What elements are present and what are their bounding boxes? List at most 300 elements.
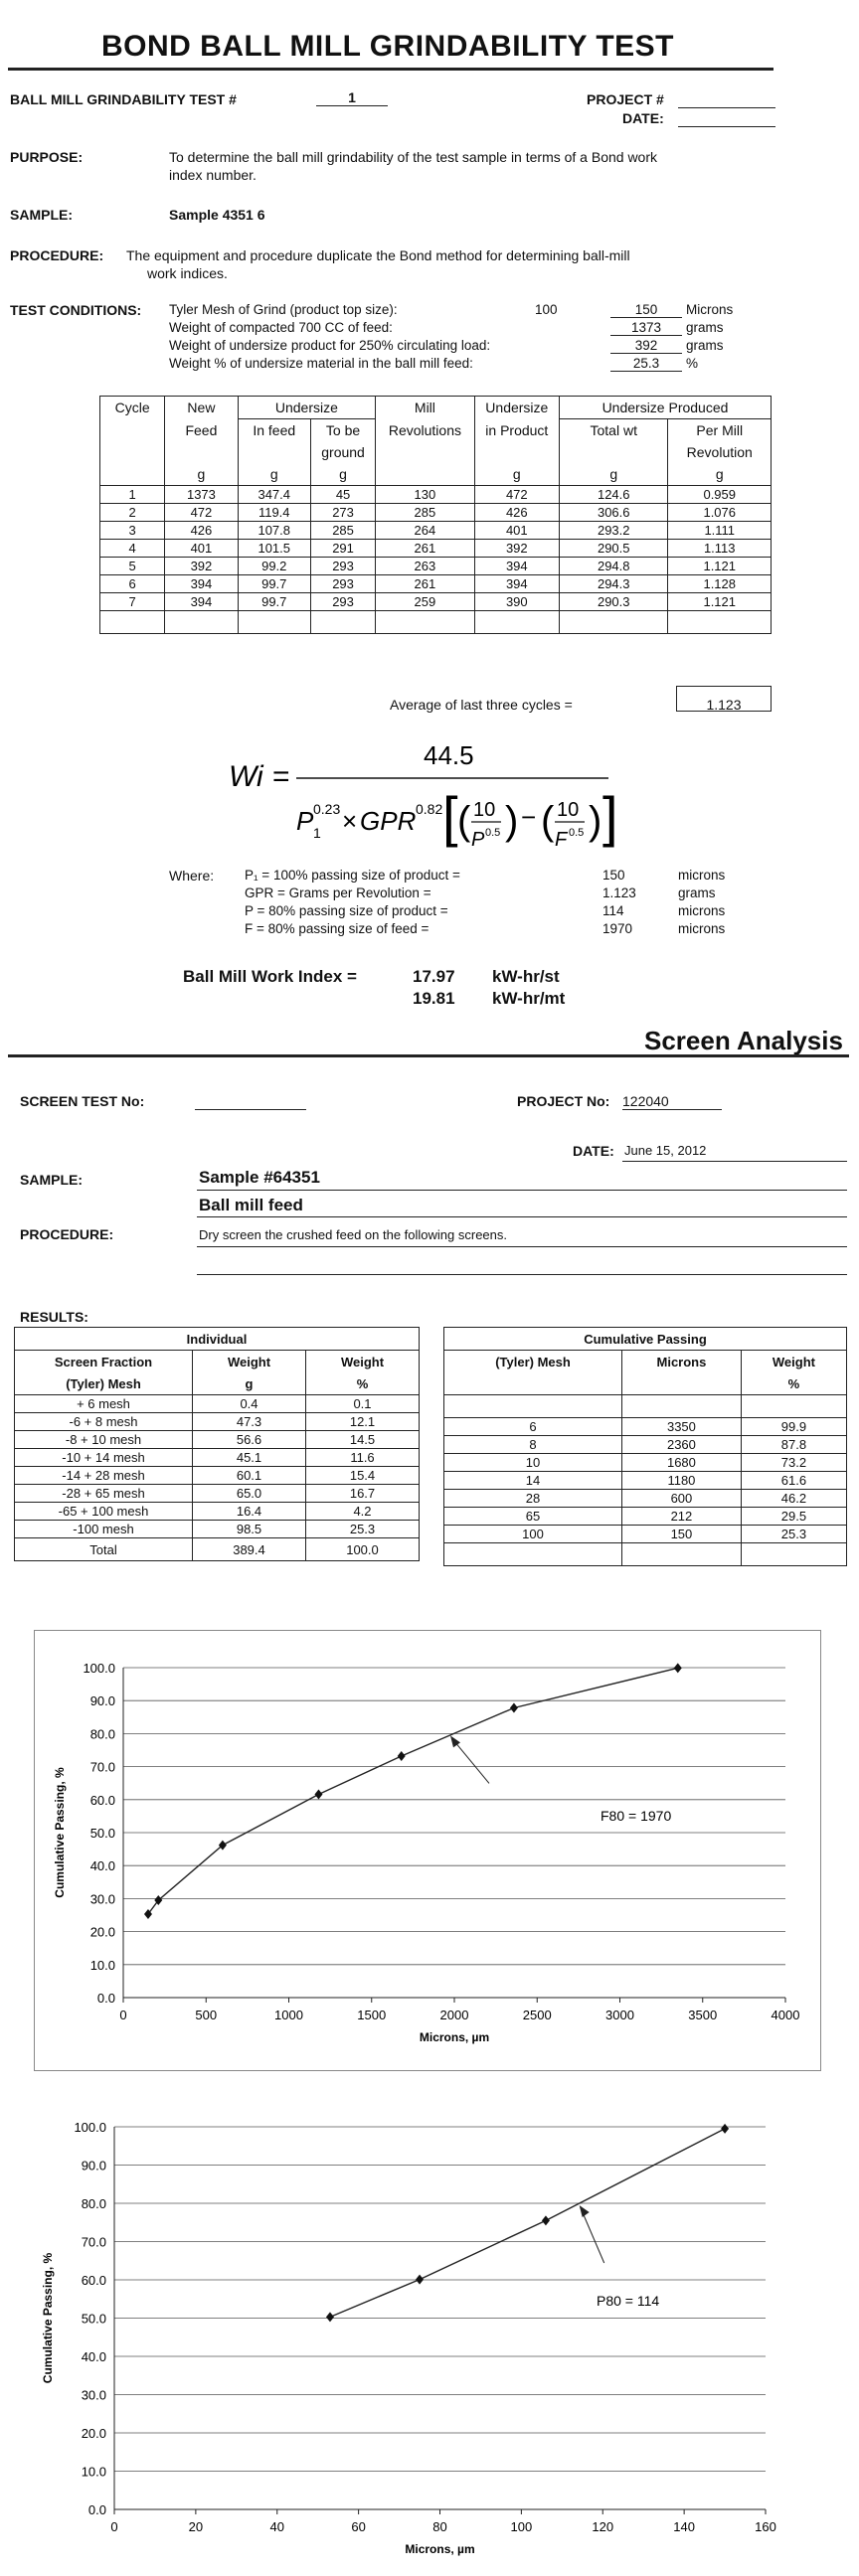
y-tick-label: 40.0 xyxy=(89,1858,115,1874)
where-value: 150 xyxy=(602,868,625,883)
formula-ten-2: 10 xyxy=(557,799,580,821)
screen-procedure-value: Dry screen the crushed feed on the following screens. xyxy=(199,1227,508,1242)
h-unit-pct: % xyxy=(306,1372,420,1395)
cycle-cell: 273 xyxy=(310,504,375,522)
cumulative-row xyxy=(444,1472,847,1490)
condition-extra: 100 xyxy=(535,302,558,317)
where-label: Where: xyxy=(169,868,215,884)
individual-cell: 16.4 xyxy=(193,1503,306,1521)
cycle-cell: 392 xyxy=(165,558,238,575)
h-unit-g: g xyxy=(193,1372,306,1395)
procedure-label: PROCEDURE: xyxy=(10,247,104,263)
h-ground: ground xyxy=(310,441,375,463)
cumulative-cell: 46.2 xyxy=(741,1490,846,1508)
formula-paren1-left: ( xyxy=(457,799,471,843)
x-tick-label: 20 xyxy=(188,2519,204,2534)
formula-p: P xyxy=(471,829,485,851)
y-tick-label: 90.0 xyxy=(89,1693,115,1709)
formula-bracket-left: [ xyxy=(442,785,458,848)
x-tick-label: 2500 xyxy=(522,2008,552,2022)
formula-p1: P xyxy=(296,806,314,836)
y-axis-label: Cumulative Passing, % xyxy=(53,1767,67,1898)
y-tick-label: 30.0 xyxy=(81,2387,106,2403)
unit-g: g xyxy=(668,463,772,486)
cumulative-cell: 99.9 xyxy=(741,1418,846,1436)
cumulative-row xyxy=(444,1436,847,1454)
h-tobe: To be xyxy=(310,419,375,442)
where-text: F = 80% passing size of feed = xyxy=(245,921,430,936)
purpose-line2: index number. xyxy=(169,167,257,183)
individual-cell: 56.6 xyxy=(193,1431,306,1449)
where-unit: microns xyxy=(678,868,726,883)
data-point xyxy=(674,1663,682,1673)
data-point xyxy=(510,1703,518,1713)
cycle-cell: 4 xyxy=(100,540,165,558)
unit-g: g xyxy=(165,463,238,486)
h-new: New xyxy=(165,397,238,419)
unit-g: g xyxy=(238,463,310,486)
x-axis-label: Microns, µm xyxy=(405,2542,475,2556)
cycle-row xyxy=(100,593,772,611)
cumulative-cell: 29.5 xyxy=(741,1508,846,1526)
avg-label: Average of last three cycles = xyxy=(390,697,573,713)
annotation-label: P80 = 114 xyxy=(597,2293,660,2309)
test-no-value: 1 xyxy=(316,89,388,106)
cumulative-title: Cumulative Passing xyxy=(444,1328,847,1351)
y-tick-label: 50.0 xyxy=(81,2311,106,2327)
x-tick-label: 60 xyxy=(351,2519,366,2534)
cumulative-cell: 150 xyxy=(622,1526,742,1543)
where-unit: grams xyxy=(678,886,716,900)
chart-f80 xyxy=(34,1630,819,2069)
procedure-line1: The equipment and procedure duplicate the Bond method for determining ball-mill xyxy=(126,247,630,263)
individual-cell: 45.1 xyxy=(193,1449,306,1467)
condition-text: Weight of undersize product for 250% circulating load: xyxy=(169,338,491,353)
total-label: Total xyxy=(15,1538,193,1561)
cumulative-cell: 28 xyxy=(444,1490,622,1508)
y-tick-label: 20.0 xyxy=(81,2426,106,2441)
work-index-label: Ball Mill Work Index = xyxy=(183,967,357,986)
cycle-cell: 394 xyxy=(474,558,559,575)
cumulative-cell: 10 xyxy=(444,1454,622,1472)
cycle-cell: 261 xyxy=(376,540,474,558)
condition-unit: grams xyxy=(686,320,724,335)
condition-unit: grams xyxy=(686,338,724,353)
cycle-cell: 347.4 xyxy=(238,486,310,504)
cycle-table xyxy=(99,396,772,634)
condition-value: 392 xyxy=(610,338,682,354)
cycle-cell: 285 xyxy=(376,504,474,522)
cycle-cell: 1.113 xyxy=(668,540,772,558)
formula-paren2-left: ( xyxy=(541,799,555,843)
h-cum-microns: Microns xyxy=(622,1351,742,1373)
procedure-line2: work indices. xyxy=(147,265,228,281)
cycle-cell: 394 xyxy=(165,575,238,593)
h-cum-pct: % xyxy=(741,1372,846,1395)
screen-procedure-label: PROCEDURE: xyxy=(20,1226,114,1242)
cycle-cell: 285 xyxy=(310,522,375,540)
where-value: 1.123 xyxy=(602,886,636,900)
h-total: Total wt xyxy=(560,419,668,442)
individual-cell: 15.4 xyxy=(306,1467,420,1485)
cycle-row xyxy=(100,540,772,558)
cycle-cell: 390 xyxy=(474,593,559,611)
h-revolution: Revolution xyxy=(668,441,772,463)
total-weight: 389.4 xyxy=(193,1538,306,1561)
cycle-cell: 3 xyxy=(100,522,165,540)
cycle-cell: 1.121 xyxy=(668,558,772,575)
screen-test-label: SCREEN TEST No: xyxy=(20,1093,145,1109)
y-axis-label: Cumulative Passing, % xyxy=(41,2252,55,2384)
individual-row xyxy=(15,1413,420,1431)
individual-row xyxy=(15,1485,420,1503)
where-text: P₁ = 100% passing size of product = xyxy=(245,868,460,883)
cycle-cell: 1373 xyxy=(165,486,238,504)
y-tick-label: 50.0 xyxy=(89,1826,115,1841)
formula-lhs: Wi xyxy=(229,760,263,793)
avg-value: 1.123 xyxy=(676,686,772,712)
results-label: RESULTS: xyxy=(20,1309,88,1325)
procedure-underline-2 xyxy=(197,1274,847,1275)
h-fraction: Screen Fraction xyxy=(15,1351,193,1373)
cumulative-cell: 1680 xyxy=(622,1454,742,1472)
h-produced: Undersize Produced xyxy=(560,397,772,419)
cumulative-cell: 2360 xyxy=(622,1436,742,1454)
cycle-cell: 0.959 xyxy=(668,486,772,504)
condition-unit: Microns xyxy=(686,302,734,317)
individual-table xyxy=(14,1327,420,1561)
h-mill: Mill xyxy=(376,397,474,419)
cycle-cell: 264 xyxy=(376,522,474,540)
individual-row xyxy=(15,1521,420,1538)
total-pct: 100.0 xyxy=(306,1538,420,1561)
x-tick-label: 160 xyxy=(755,2519,776,2534)
y-tick-label: 100.0 xyxy=(74,2120,106,2135)
data-point xyxy=(721,2124,729,2134)
cycle-cell: 1.076 xyxy=(668,504,772,522)
unit-g: g xyxy=(474,463,559,486)
x-tick-label: 40 xyxy=(269,2519,284,2534)
cycle-cell: 394 xyxy=(165,593,238,611)
unit-g: g xyxy=(560,463,668,486)
x-axis-label: Microns, µm xyxy=(419,2030,490,2044)
formula-f: F xyxy=(555,829,568,851)
screen-date-value: June 15, 2012 xyxy=(624,1143,707,1158)
individual-row xyxy=(15,1467,420,1485)
h-undersize: Undersize xyxy=(238,397,376,419)
project-field xyxy=(678,91,775,108)
where-value: 1970 xyxy=(602,921,633,936)
date-label: DATE: xyxy=(622,110,664,126)
individual-cell: -10 + 14 mesh xyxy=(15,1449,193,1467)
formula-numerator: 44.5 xyxy=(424,740,474,770)
condition-text: Weight % of undersize material in the ball mill feed: xyxy=(169,356,473,371)
screen-sample-value: Sample #64351 xyxy=(199,1168,320,1187)
individual-cell: 47.3 xyxy=(193,1413,306,1431)
formula-bracket-right: ] xyxy=(602,785,618,848)
individual-cell: 65.0 xyxy=(193,1485,306,1503)
cycle-cell: 306.6 xyxy=(560,504,668,522)
individual-cell: -14 + 28 mesh xyxy=(15,1467,193,1485)
formula-equals: = xyxy=(272,760,290,793)
individual-cell: -65 + 100 mesh xyxy=(15,1503,193,1521)
cumulative-table xyxy=(443,1327,847,1566)
y-tick-label: 10.0 xyxy=(81,2464,106,2480)
y-tick-label: 0.0 xyxy=(87,2502,106,2517)
y-tick-label: 90.0 xyxy=(81,2158,106,2174)
y-tick-label: 80.0 xyxy=(89,1726,115,1742)
cycle-cell: 426 xyxy=(474,504,559,522)
individual-cell: -100 mesh xyxy=(15,1521,193,1538)
individual-cell: 12.1 xyxy=(306,1413,420,1431)
individual-cell: 60.1 xyxy=(193,1467,306,1485)
cumulative-row xyxy=(444,1454,847,1472)
y-tick-label: 60.0 xyxy=(81,2273,106,2288)
cumulative-row xyxy=(444,1418,847,1436)
condition-text: Tyler Mesh of Grind (product top size): xyxy=(169,302,398,317)
screen-analysis-title: Screen Analysis xyxy=(644,1026,843,1055)
cycle-row xyxy=(100,575,772,593)
individual-cell: 16.7 xyxy=(306,1485,420,1503)
h-inproduct: in Product xyxy=(474,419,559,442)
where-text: GPR = Grams per Revolution = xyxy=(245,886,431,900)
individual-cell: + 6 mesh xyxy=(15,1395,193,1413)
condition-text: Weight of compacted 700 CC of feed: xyxy=(169,320,393,335)
condition-value: 25.3 xyxy=(610,356,682,372)
individual-cell: 4.2 xyxy=(306,1503,420,1521)
condition-unit: % xyxy=(686,356,699,371)
work-index-unit-st: kW-hr/st xyxy=(492,967,560,986)
cycle-cell: 5 xyxy=(100,558,165,575)
x-tick-label: 1500 xyxy=(357,2008,387,2022)
cumulative-cell: 3350 xyxy=(622,1418,742,1436)
cumulative-row xyxy=(444,1490,847,1508)
h-revolutions: Revolutions xyxy=(376,419,474,442)
cumulative-cell: 14 xyxy=(444,1472,622,1490)
cycle-cell: 1 xyxy=(100,486,165,504)
chart-p80 xyxy=(20,2107,825,2574)
cycle-cell: 99.2 xyxy=(238,558,310,575)
cycle-cell: 401 xyxy=(474,522,559,540)
work-index-unit-mt: kW-hr/mt xyxy=(492,989,566,1008)
purpose-label: PURPOSE: xyxy=(10,149,84,165)
screen-rule xyxy=(8,1054,849,1057)
x-tick-label: 4000 xyxy=(771,2008,800,2022)
x-tick-label: 500 xyxy=(195,2008,218,2022)
h-cum-weight: Weight xyxy=(741,1351,846,1373)
screen-project-label: PROJECT No: xyxy=(517,1093,610,1109)
individual-cell: 11.6 xyxy=(306,1449,420,1467)
individual-cell: 25.3 xyxy=(306,1521,420,1538)
condition-value: 1373 xyxy=(610,320,682,336)
formula-p1-exp: 0.23 xyxy=(313,801,341,817)
formula-paren2-right: ) xyxy=(589,799,602,843)
sample-underline xyxy=(197,1190,847,1191)
cycle-cell: 99.7 xyxy=(238,593,310,611)
page-title: BOND BALL MILL GRINDABILITY TEST xyxy=(101,30,674,63)
cumulative-cell: 25.3 xyxy=(741,1526,846,1543)
cumulative-cell: 8 xyxy=(444,1436,622,1454)
cumulative-cell: 1180 xyxy=(622,1472,742,1490)
cumulative-row xyxy=(444,1526,847,1543)
individual-cell: 0.1 xyxy=(306,1395,420,1413)
cycle-cell: 294.3 xyxy=(560,575,668,593)
h-cum-mesh: (Tyler) Mesh xyxy=(444,1351,622,1373)
y-tick-label: 30.0 xyxy=(89,1891,115,1907)
h-weight-pct: Weight xyxy=(306,1351,420,1373)
formula-gpr: GPR xyxy=(360,806,417,836)
cycle-row xyxy=(100,522,772,540)
conditions-label: TEST CONDITIONS: xyxy=(10,302,142,318)
cycle-row xyxy=(100,486,772,504)
cumulative-cell: 100 xyxy=(444,1526,622,1543)
cumulative-cell: 600 xyxy=(622,1490,742,1508)
screen-date-label: DATE: xyxy=(573,1143,614,1159)
h-under: Undersize xyxy=(474,397,559,419)
cycle-cell: 401 xyxy=(165,540,238,558)
cycle-cell: 99.7 xyxy=(238,575,310,593)
h-feed: Feed xyxy=(165,419,238,442)
individual-row xyxy=(15,1431,420,1449)
cycle-cell: 1.121 xyxy=(668,593,772,611)
cycle-cell: 290.3 xyxy=(560,593,668,611)
y-tick-label: 20.0 xyxy=(89,1924,115,1940)
y-tick-label: 70.0 xyxy=(89,1759,115,1775)
x-tick-label: 3000 xyxy=(605,2008,634,2022)
cycle-cell: 263 xyxy=(376,558,474,575)
where-text: P = 80% passing size of product = xyxy=(245,903,448,918)
individual-cell: 98.5 xyxy=(193,1521,306,1538)
y-tick-label: 0.0 xyxy=(96,1991,115,2006)
project-label: PROJECT # xyxy=(587,91,664,107)
cycle-cell: 45 xyxy=(310,486,375,504)
h-tyler-mesh: (Tyler) Mesh xyxy=(15,1372,193,1395)
y-tick-label: 100.0 xyxy=(83,1661,115,1676)
cycle-cell: 2 xyxy=(100,504,165,522)
cumulative-row xyxy=(444,1508,847,1526)
screen-test-field xyxy=(195,1093,306,1110)
cumulative-cell: 61.6 xyxy=(741,1472,846,1490)
cycle-cell: 261 xyxy=(376,575,474,593)
cycle-cell: 426 xyxy=(165,522,238,540)
cycle-cell: 293 xyxy=(310,575,375,593)
cycle-cell: 130 xyxy=(376,486,474,504)
cumulative-cell: 212 xyxy=(622,1508,742,1526)
x-tick-label: 120 xyxy=(592,2519,614,2534)
cumulative-cell: 87.8 xyxy=(741,1436,846,1454)
individual-cell: -28 + 65 mesh xyxy=(15,1485,193,1503)
title-rule xyxy=(8,68,773,71)
screen-sample-label: SAMPLE: xyxy=(20,1172,83,1188)
formula-times: × xyxy=(342,806,358,836)
sample-label: SAMPLE: xyxy=(10,207,73,223)
series-line xyxy=(148,1668,678,1914)
date-field xyxy=(678,110,775,127)
h-cycle: Cycle xyxy=(100,397,165,419)
individual-cell: 14.5 xyxy=(306,1431,420,1449)
annotation-arrowhead xyxy=(450,1735,460,1747)
x-tick-label: 1000 xyxy=(274,2008,303,2022)
bond-formula xyxy=(219,730,636,860)
x-tick-label: 100 xyxy=(510,2519,533,2534)
formula-ten-1: 10 xyxy=(473,799,496,821)
where-unit: microns xyxy=(678,921,726,936)
individual-cell: -8 + 10 mesh xyxy=(15,1431,193,1449)
cycle-cell: 293 xyxy=(310,558,375,575)
cycle-cell: 290.5 xyxy=(560,540,668,558)
y-tick-label: 80.0 xyxy=(81,2196,106,2211)
h-permill: Per Mill xyxy=(668,419,772,442)
formula-p-exp: 0.5 xyxy=(485,827,501,839)
procedure-underline xyxy=(197,1246,847,1247)
work-index-value-mt: 19.81 xyxy=(413,989,455,1008)
x-tick-label: 0 xyxy=(110,2519,118,2534)
sample-underline-2 xyxy=(197,1216,847,1217)
y-tick-label: 40.0 xyxy=(81,2349,106,2364)
cycle-cell: 6 xyxy=(100,575,165,593)
sample-value: Sample 4351 6 xyxy=(169,207,265,223)
formula-paren1-right: ) xyxy=(505,799,519,843)
annotation-label: F80 = 1970 xyxy=(601,1808,672,1824)
cycle-cell: 472 xyxy=(474,486,559,504)
cycle-cell: 1.111 xyxy=(668,522,772,540)
work-index-value-st: 17.97 xyxy=(413,967,455,986)
x-tick-label: 3500 xyxy=(688,2008,718,2022)
individual-cell: 0.4 xyxy=(193,1395,306,1413)
formula-p1-sub: 1 xyxy=(313,825,321,841)
formula-gpr-exp: 0.82 xyxy=(416,801,443,817)
individual-row xyxy=(15,1395,420,1413)
cycle-cell: 1.128 xyxy=(668,575,772,593)
screen-project-value: 122040 xyxy=(622,1093,722,1110)
where-value: 114 xyxy=(602,903,624,918)
cumulative-cell: 73.2 xyxy=(741,1454,846,1472)
data-point xyxy=(398,1751,406,1761)
individual-row xyxy=(15,1449,420,1467)
where-unit: microns xyxy=(678,903,726,918)
annotation-arrowhead xyxy=(580,2205,590,2217)
data-point xyxy=(219,1841,227,1851)
x-tick-label: 80 xyxy=(432,2519,447,2534)
cumulative-cell: 65 xyxy=(444,1508,622,1526)
purpose-line1: To determine the ball mill grindability of the test sample in terms of a Bond work xyxy=(169,149,658,165)
cycle-cell: 294.8 xyxy=(560,558,668,575)
individual-cell: -6 + 8 mesh xyxy=(15,1413,193,1431)
cycle-cell: 293 xyxy=(310,593,375,611)
cycle-cell: 291 xyxy=(310,540,375,558)
formula-f-exp: 0.5 xyxy=(569,827,585,839)
y-tick-label: 60.0 xyxy=(89,1792,115,1808)
data-point xyxy=(326,2312,334,2322)
cumulative-cell: 6 xyxy=(444,1418,622,1436)
cycle-cell: 472 xyxy=(165,504,238,522)
y-tick-label: 70.0 xyxy=(81,2234,106,2250)
series-line xyxy=(330,2129,725,2317)
individual-row xyxy=(15,1503,420,1521)
h-infeed: In feed xyxy=(238,419,310,442)
data-point xyxy=(416,2275,424,2285)
cycle-cell: 392 xyxy=(474,540,559,558)
screen-sample-value-2: Ball mill feed xyxy=(199,1196,303,1214)
condition-value: 150 xyxy=(610,302,682,318)
cycle-row xyxy=(100,504,772,522)
cycle-row xyxy=(100,558,772,575)
cycle-cell: 394 xyxy=(474,575,559,593)
data-point xyxy=(542,2215,550,2225)
date-underline xyxy=(622,1161,847,1162)
cycle-cell: 101.5 xyxy=(238,540,310,558)
x-tick-label: 2000 xyxy=(439,2008,469,2022)
